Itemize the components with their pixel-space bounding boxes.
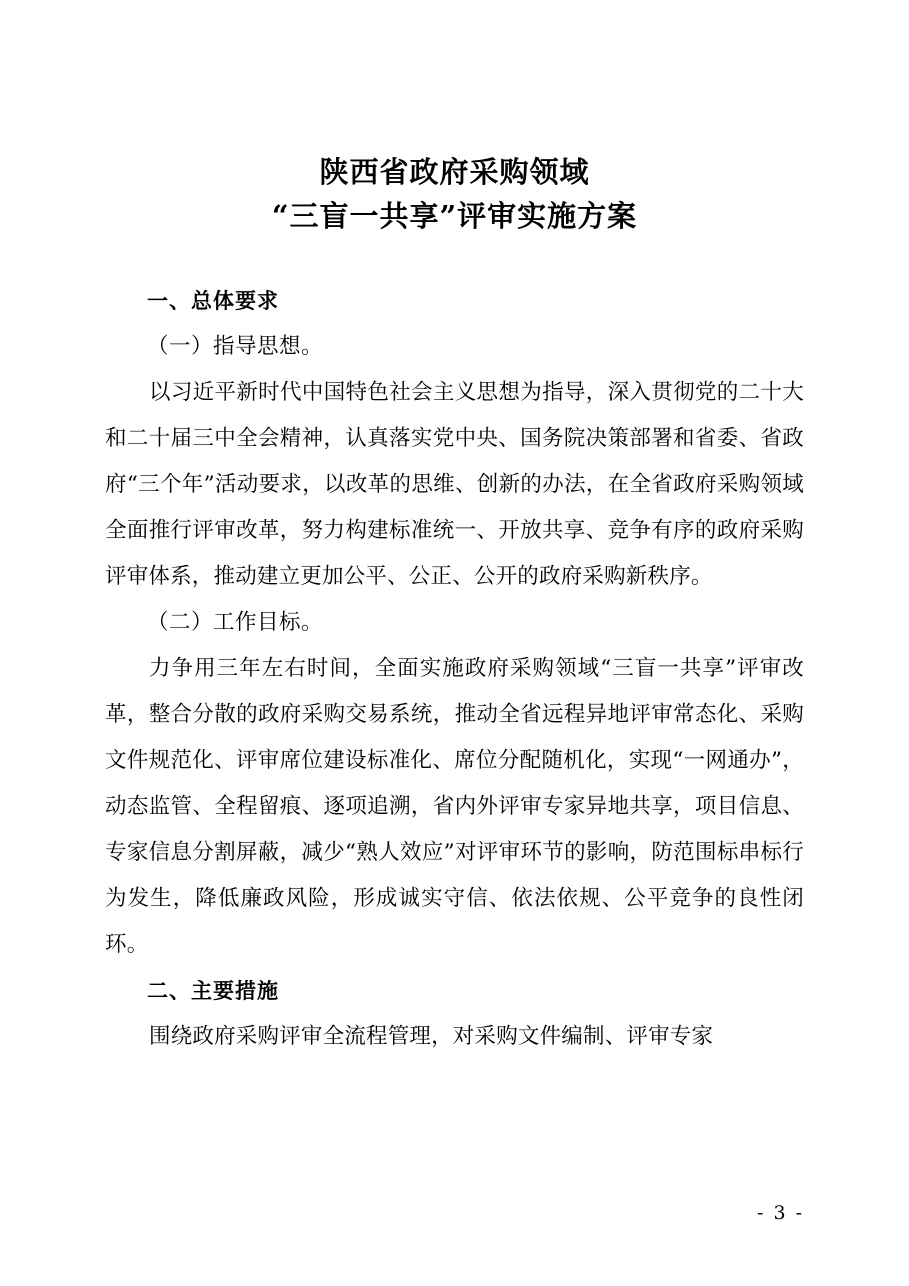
subsection-heading-1-2: （二）工作目标。 — [147, 610, 324, 635]
body-paragraph-3: 围绕政府采购评审全流程管理，对采购文件编制、评审专家 — [149, 1024, 714, 1049]
body-paragraph-1: 以习近平新时代中国特色社会主义思想为指导，深入贯彻党的二十大和二十届三中全会精神，认真落实党中央、国务院决策部署和省委、省政府“三个年”活动要求，以改革的思维、创新的办法，在全省政府采购领域全面推行评审改革，努力构建标准统一、开放共享、竞争有序的政府采购评审体系，推动建立更加公平、公正、公开的政府采购新秩序。 — [105, 380, 804, 589]
section-heading-2: 二、主要措施 — [147, 979, 279, 1003]
subsection-heading-1-1: （一）指导思想。 — [147, 334, 324, 359]
page-title-line-2: “三盲一共享”评审实施方案 — [271, 199, 638, 233]
page-title — [105, 150, 804, 238]
page-number: - 3 - — [756, 1202, 804, 1224]
section-heading-1: 一、总体要求 — [147, 289, 279, 313]
page-title-line-1: 陕西省政府采购领域 — [319, 155, 590, 189]
body-paragraph-2: 力争用三年左右时间，全面实施政府采购领域“三盲一共享”评审改革，整合分散的政府采购交易系统，推动全省远程异地评审常态化、采购文件规范化、评审席位建设标准化、席位分配随机化，实现“一网通办”，动态监管、全程留痕、逐项追溯，省内外评审专家异地共享，项目信息、专家信息分割屏蔽，减少“熟人效应”对评审环节的影响，防范围标串标行为发生，降低廉政风险，形成诚实守信、依法依规、公平竞争的良性闭环。 — [105, 656, 804, 957]
